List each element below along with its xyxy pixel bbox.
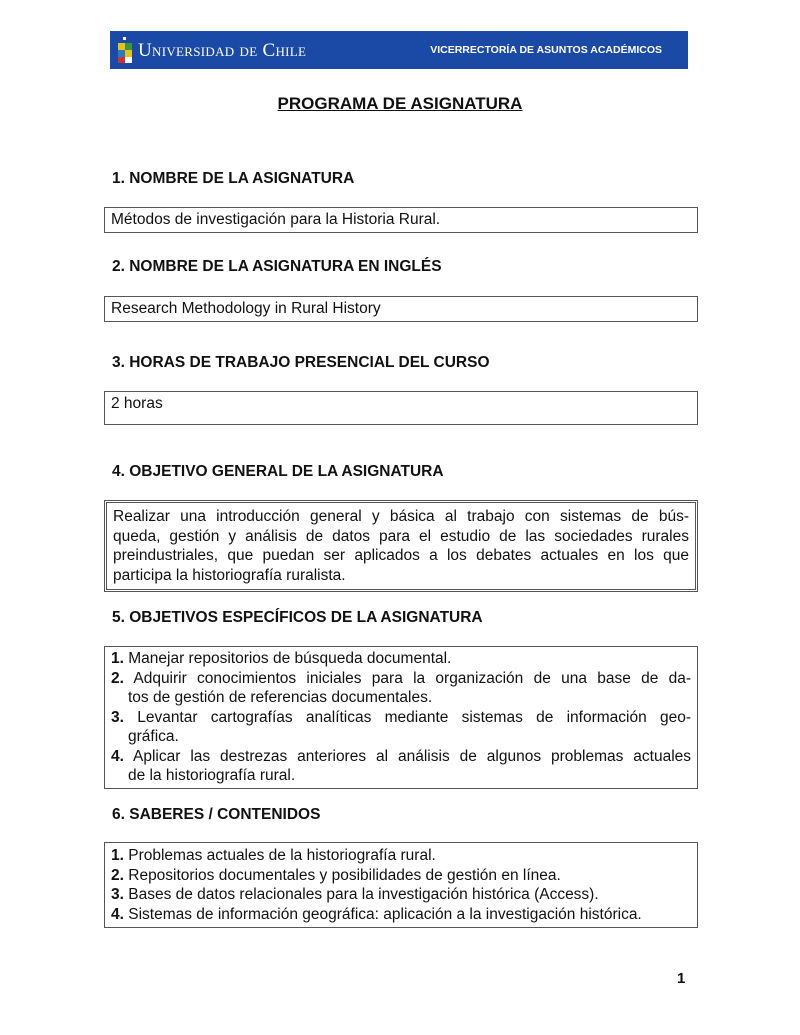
section-heading: 6. SABERES / CONTENIDOS (112, 806, 321, 823)
item-text: tos de gestión de referencias documentales. (128, 689, 433, 706)
office-name: VICERRECTORÍA DE ASUNTOS ACADÉMICOS (430, 44, 662, 56)
item-number: 2. (111, 866, 124, 884)
specific-objectives-box (104, 646, 698, 789)
item-text: Bases de datos relacionales para la investigación histórica (Access). (128, 886, 599, 903)
list-item (111, 866, 691, 886)
course-name-english: Research Methodology in Rural History (111, 300, 381, 317)
item-text: Problemas actuales de la historiografía rural. (128, 847, 436, 864)
item-number: 3. (111, 886, 124, 903)
list-item (111, 708, 691, 747)
item-text: Repositorios documentales y posibilidades de gestión en línea. (128, 866, 561, 884)
section-heading: 5. OBJETIVOS ESPECÍFICOS DE LA ASIGNATURA (112, 609, 483, 626)
item-number: 4. (111, 747, 124, 765)
item-number: 3. (111, 708, 124, 726)
text-line: Realizar una introducción general y básica al trabajo con sistemas de bús- (113, 508, 689, 525)
text-line: preindustriales, que puedan ser aplicados a los debates actuales en los que (113, 547, 689, 564)
list-item (111, 747, 691, 786)
item-text: Adquirir conocimientos iniciales para la organización de una base de da- (133, 669, 691, 687)
course-name-box (104, 207, 698, 233)
university-logo-icon (118, 37, 132, 63)
section-heading: 3. HORAS DE TRABAJO PRESENCIAL DEL CURSO (112, 354, 490, 371)
page-number: 1 (677, 970, 686, 987)
page-title: PROGRAMA DE ASIGNATURA (277, 94, 523, 113)
section-heading: 1. NOMBRE DE LA ASIGNATURA (112, 170, 355, 187)
list-item (111, 905, 691, 925)
item-text: Sistemas de información geográfica: aplicación a la investigación histórica. (128, 905, 642, 923)
item-number: 2. (111, 669, 124, 687)
item-text: Levantar cartografías analíticas mediante sistemas de información geo- (137, 708, 691, 726)
section-heading: 4. OBJETIVO GENERAL DE LA ASIGNATURA (112, 463, 444, 480)
item-text: de la historiografía rural. (128, 767, 296, 784)
course-name: Métodos de investigación para la Historia Rural. (111, 211, 441, 228)
list-item (111, 649, 691, 669)
list-item (111, 669, 691, 708)
list-item (111, 885, 691, 905)
text-line: participa la historiografía ruralista. (113, 566, 346, 584)
header-banner (110, 31, 688, 69)
item-text: gráfica. (128, 728, 179, 745)
text-line: queda, gestión y análisis de datos para el estudio de las sociedades rurales (113, 527, 689, 545)
item-text: Manejar repositorios de búsqueda documental. (128, 650, 452, 667)
hours: 2 horas (111, 395, 163, 412)
item-text: Aplicar las destrezas anteriores al análisis de algunos problemas actuales (133, 747, 692, 765)
item-number: 1. (111, 650, 124, 667)
item-number: 1. (111, 847, 124, 864)
general-objective-box (104, 500, 698, 592)
section-heading: 2. NOMBRE DE LA ASIGNATURA EN INGLÉS (112, 258, 442, 275)
item-number: 4. (111, 905, 124, 923)
course-name-english-box (104, 296, 698, 322)
hours-box (104, 391, 698, 425)
university-name: Universidad de Chile (138, 40, 307, 61)
contents-box (104, 842, 698, 928)
list-item (111, 846, 691, 866)
